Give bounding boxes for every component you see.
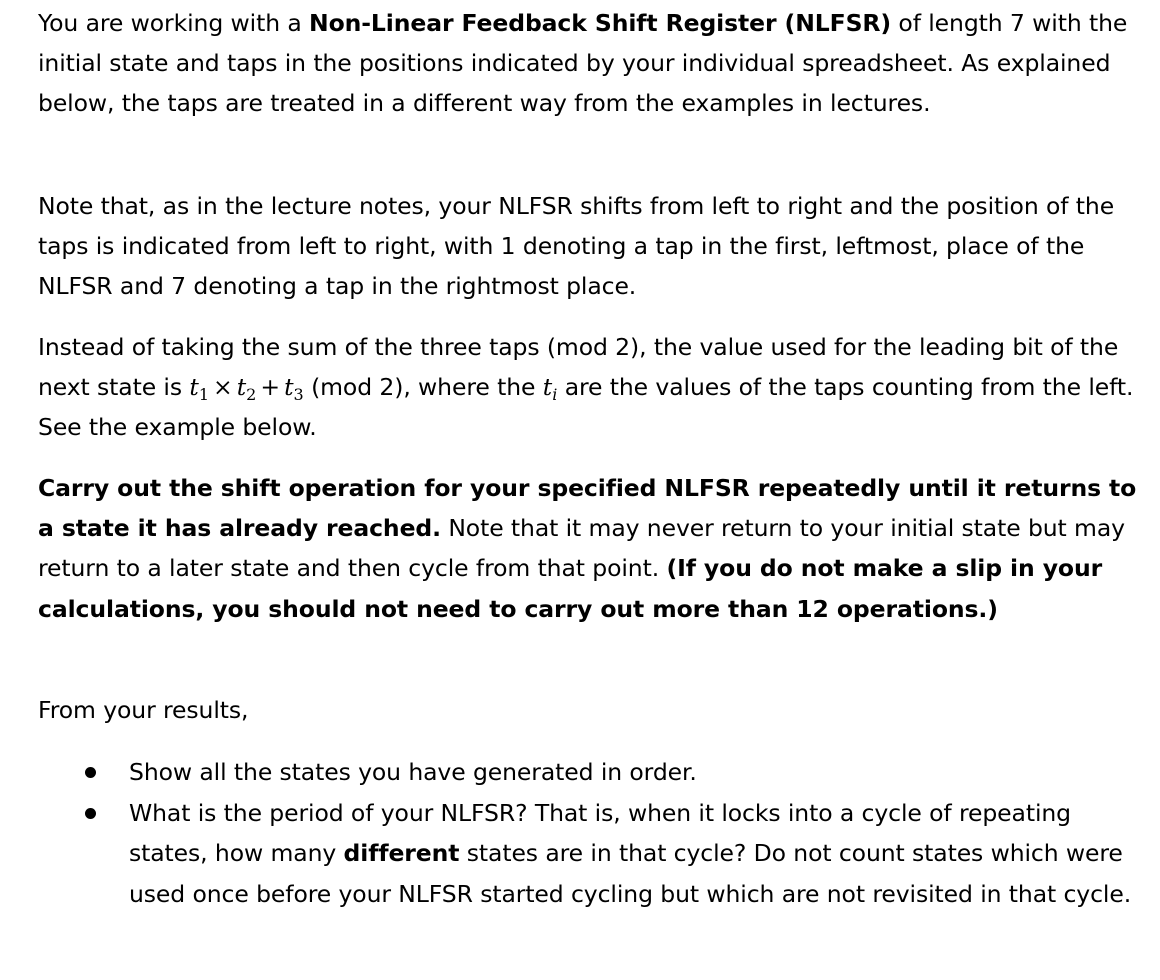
- task-item-period-text-end: states are in that cycle? Do not count states which were used once before your NLFSR started cycling but which are not revisited in that cycle.: [129, 839, 1132, 908]
- instruction-paragraph: [38, 468, 1148, 629]
- task-item-states: [38, 752, 1148, 792]
- bullet-icon: [85, 808, 96, 819]
- results-intro: From your results,: [38, 696, 249, 724]
- tap-rule-text-end: are the values of the taps counting from the left. See the example below.: [38, 373, 1134, 442]
- tap-rule-text-start: Instead of taking the sum of the three taps (mod 2), the value used for the leading bit of the next state is: [38, 333, 1119, 402]
- nlfsr-term: Non-Linear Feedback Shift Register (NLFSR): [309, 9, 892, 37]
- shift-direction-paragraph: Note that, as in the lecture notes, your NLFSR shifts from left to right and the position of the taps is indicated from left to right, with 1 denoting a tap in the first, leftmost, place of the NLFSR and 7 denoting a tap in the rightmost place.: [38, 192, 1115, 301]
- instruction-bold-hint: (If you do not make a slip in your calculations, you should not need to carry out more than 12 operations.): [38, 554, 1103, 623]
- intro-text-end: of length 7 with the initial state and taps in the positions indicated by your individual spreadsheet. As explained below, the taps are treated in a different way from the examples in lectures.: [38, 9, 1128, 118]
- tap-variable: $t_i$: [542, 373, 558, 405]
- instruction-note: Note that it may never return to your initial state but may return to a later state and then cycle from that point.: [38, 514, 1125, 583]
- task-list: [38, 752, 1148, 914]
- intro-text-start: You are working with a: [38, 9, 310, 37]
- tap-rule-paragraph: [38, 327, 1148, 448]
- tap-rule-mod-text: (mod 2), where the: [303, 373, 543, 402]
- task-item-period: [38, 793, 1148, 914]
- bullet-icon: [85, 767, 96, 778]
- intro-paragraph: [38, 3, 1148, 124]
- instruction-bold-main: Carry out the shift operation for your specified NLFSR repeatedly until it returns to a state it has already reached.: [38, 474, 1137, 543]
- feedback-formula: $t_1 \times t_2 + t_3$: [189, 373, 304, 405]
- task-item-states-text: Show all the states you have generated in order.: [129, 758, 697, 786]
- task-item-period-text-start: What is the period of your NLFSR? That is, when it locks into a cycle of repeating states, how many: [129, 799, 1071, 868]
- different-term: different: [343, 839, 460, 868]
